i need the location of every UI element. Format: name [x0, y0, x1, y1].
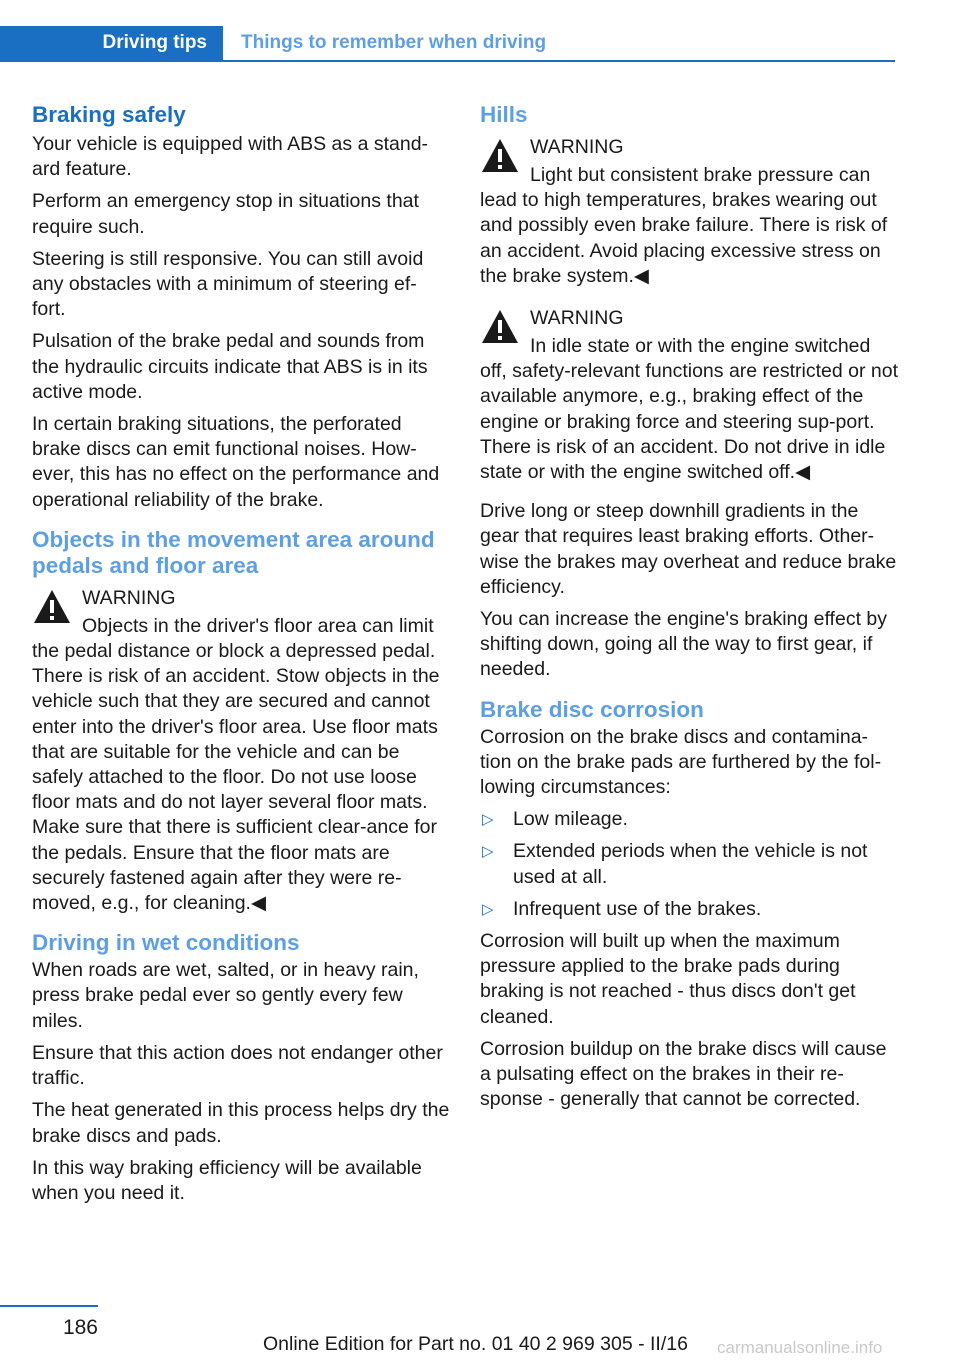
paragraph: Corrosion will built up when the maximum pressure applied to the brake pads during braking is not reached - thus discs don't get cleaned. [480, 930, 856, 1028]
warning-text: In idle state or with the engine switched [530, 335, 871, 358]
list-item [480, 839, 898, 889]
objects-pedals-section [32, 527, 450, 916]
list-item [480, 807, 898, 832]
warning-text: lead to high temperatures, brakes wearing out and possibly even brake failure. There is risk of an accident. Avoid placing excessive stress on the brake system.◀ [480, 189, 888, 287]
left-column [32, 100, 450, 1213]
warning-title: WARNING [530, 136, 624, 158]
paragraph: Perform an emergency stop in situations that require such. [32, 190, 419, 238]
footer-rule [0, 1305, 98, 1307]
objects-pedals-heading: Objects in the movement area around pedals and floor area [32, 526, 435, 578]
right-column [480, 100, 898, 1120]
paragraph: Corrosion on the brake discs and contamina-tion on the brake pads are furthered by the fol-lowing circumstances: [480, 725, 882, 799]
braking-safely-heading: Braking safely [32, 102, 186, 127]
paragraph: In certain braking situations, the perforated brake discs can emit functional noises. How-ever, this has no effect on the performance and operational reliability of the brake. [32, 413, 440, 511]
wet-conditions-section [32, 930, 450, 1206]
list-item-text: Low mileage. [513, 808, 628, 831]
bullet-list [480, 807, 898, 922]
edition-text: Online Edition for Part no. 01 40 2 969 305 - II/16 [263, 1333, 688, 1355]
paragraph: Steering is still responsive. You can still avoid any obstacles with a minimum of steering ef-fort. [32, 247, 424, 321]
warning-block [480, 132, 898, 289]
paragraph: Drive long or steep downhill gradients in the gear that requires least braking efforts. Other-wise the brakes may overheat and reduce brake efficiency. [480, 500, 897, 598]
page-header [0, 26, 895, 62]
warning-triangle-icon [480, 136, 520, 176]
warning-text: off, safety-relevant functions are restricted or not available anymore, e.g., braking effect of the engine or braking force and steering sup-port. There is risk of an accident. Do not drive in idle state or with the engine switched off.◀ [480, 360, 899, 484]
brake-disc-corrosion-section [480, 697, 898, 1113]
hills-heading: Hills [480, 102, 528, 127]
warning-title: WARNING [82, 586, 176, 609]
paragraph: Ensure that this action does not endanger other traffic. [32, 1041, 443, 1090]
paragraph: You can increase the engine's braking effect by shifting down, going all the way to first gear, if needed. [480, 608, 888, 681]
wet-conditions-heading: Driving in wet conditions [32, 930, 300, 956]
warning-block [480, 303, 898, 485]
section-title: Things to remember when driving [241, 32, 547, 53]
warning-text: Light but consistent brake pressure can [530, 164, 871, 186]
hills-section [480, 102, 898, 683]
warning-block [32, 583, 450, 916]
braking-safely-section [32, 100, 450, 513]
paragraph: Corrosion buildup on the brake discs will cause a pulsating effect on the brakes in their re-sponse - generally that cannot be corrected. [480, 1037, 887, 1111]
list-item-text: Extended periods when the vehicle is not used at all. [513, 840, 868, 888]
list-item-text: Infrequent use of the brakes. [513, 897, 762, 920]
triangle-bullet-icon: ▷ [482, 900, 494, 918]
watermark: carmanualsonline.info [717, 1338, 883, 1357]
paragraph: Pulsation of the brake pedal and sounds from the hydraulic circuits indicate that ABS is in its active mode. [32, 330, 428, 403]
triangle-bullet-icon: ▷ [482, 811, 494, 829]
paragraph: In this way braking efficiency will be available when you need it. [32, 1156, 422, 1204]
list-item [480, 897, 898, 922]
brake-disc-corrosion-heading: Brake disc corrosion [480, 696, 704, 722]
paragraph: The heat generated in this process helps dry the brake discs and pads. [32, 1099, 450, 1147]
warning-title: WARNING [530, 307, 624, 330]
warning-triangle-icon [32, 587, 72, 627]
page-number: 186 [62, 1316, 98, 1339]
paragraph: Your vehicle is equipped with ABS as a stand-ard feature. [32, 133, 429, 181]
paragraph: When roads are wet, salted, or in heavy rain, press brake pedal ever so gently every few miles. [32, 959, 419, 1032]
chapter-tab: Driving tips [0, 26, 223, 60]
triangle-bullet-icon: ▷ [482, 843, 494, 861]
warning-text: the pedal distance or block a depressed pedal. There is risk of an accident. Stow objects in the vehicle such that they are secured and cannot enter into the driver's floor area. Use floor mats that are suitable for the vehicle and can be safely attached to the floor. Do not use loose floor mats and do not layer several floor mats. Make sure that there is sufficient clear-ance for the pedals. Ensure that the floor mats are securely fastened again after they were re-moved, e.g., for cleaning.◀ [32, 640, 440, 915]
warning-triangle-icon [480, 307, 520, 347]
warning-text: Objects in the driver's floor area can limit [82, 614, 434, 637]
